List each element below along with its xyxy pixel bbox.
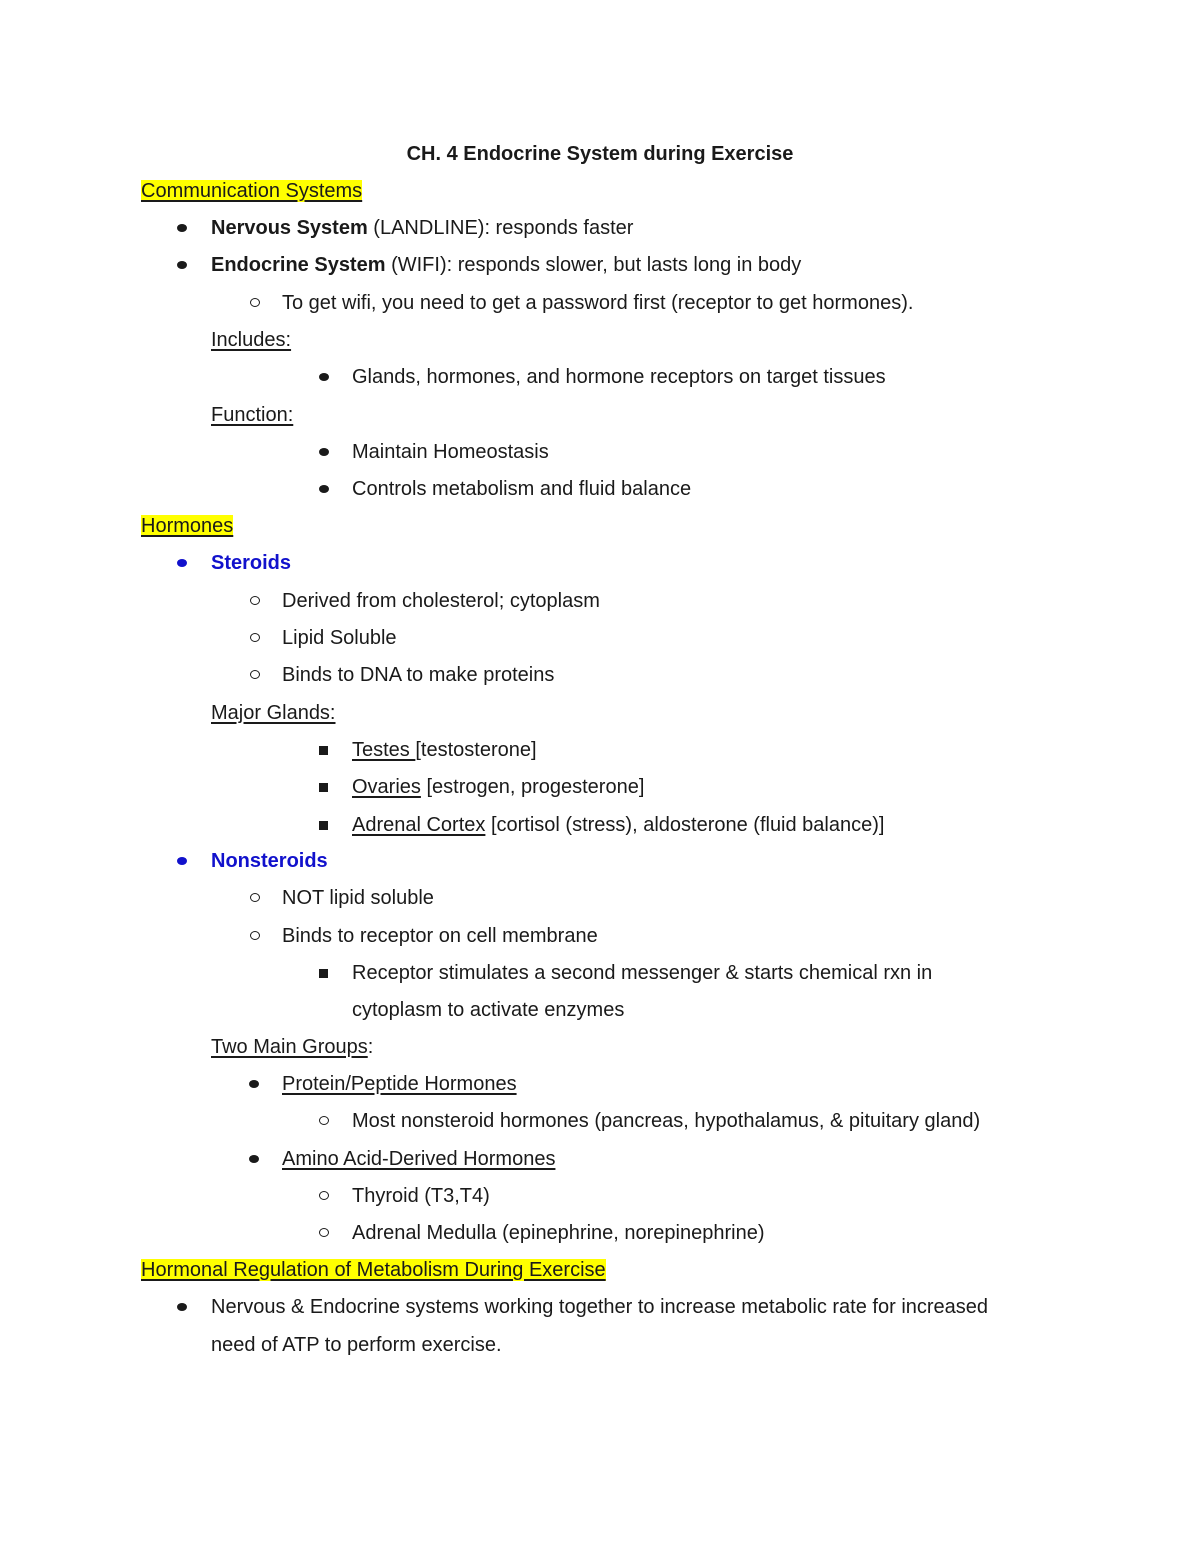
gland-name: Ovaries: [352, 776, 421, 798]
document-page: CH. 4 Endocrine System during Exercise Communication Systems Nervous System (LANDLINE): responds faster Endocrine System (WIFI): responds slower, but lasts long in body To get wifi, you need to get a password first (receptor to get hormones). Includes: Glands, hormones, and hormone receptors on target tissues Function: Maintain Homeostasis Controls metabolism and fluid balance Hormones Steroids Derived from cholesterol; cytoplasm Lipid Soluble Binds to DNA to make proteins Major Glands: Testes [testosterone] Ovaries [estrogen, progesterone] Adrenal Cortex [cortisol (stress), aldosterone (fluid balance)] Nonsteroids NOT lipid soluble Binds to receptor on cell membrane Receptor stimulates a second messenger & starts chemical rxn in cytoplasm to activate enzymes Two Main Groups: Protein/Peptide Hormones Most nonsteroid hormones (pancreas, hypothalamus, & pituitary gland) Amino Acid-Derived Hormones Thyroid (T3,T4) Adrenal Medulla (epinephrine, norepinephrine) Hormonal Regulation of Metabolism During Exercise Nervous & Endocrine systems working together to increase metabolic rate for increased need of ATP to perform exercise.: [0, 0, 1200, 1553]
amino-group: Amino Acid-Derived Hormones: [282, 1148, 556, 1170]
bullet-disc-icon: [249, 1080, 259, 1088]
bullet-circle-icon: [250, 893, 260, 902]
bullet-square-icon: [319, 746, 328, 755]
bullet-circle-icon: [250, 633, 260, 642]
bullet-circle-icon: [250, 596, 260, 605]
protein-group: Protein/Peptide Hormones: [282, 1073, 517, 1095]
bullet-circle-icon: [250, 670, 260, 679]
bullet-disc-icon: [319, 448, 329, 456]
bullet-disc-icon: [177, 857, 187, 865]
bullet-disc-icon: [319, 485, 329, 493]
bullet-disc-icon: [319, 373, 329, 381]
section-heading-regulation: Hormonal Regulation of Metabolism During Exercise: [141, 1259, 606, 1281]
section-heading-hormones: Hormones: [141, 515, 234, 537]
bullet-disc-icon: [177, 261, 187, 269]
endocrine-system-term: Endocrine System: [211, 254, 386, 276]
includes-label: Includes:: [211, 329, 292, 351]
bullet-disc-icon: [249, 1155, 259, 1163]
bullet-disc-icon: [177, 224, 187, 232]
page-title: CH. 4 Endocrine System during Exercise: [406, 143, 794, 165]
bullet-square-icon: [319, 783, 328, 792]
bullet-circle-icon: [319, 1116, 329, 1125]
two-main-groups-label: Two Main Groups: [211, 1036, 368, 1058]
bullet-disc-icon: [177, 559, 187, 567]
bullet-circle-icon: [319, 1228, 329, 1237]
nervous-system-term: Nervous System: [211, 217, 368, 239]
major-glands-label: Major Glands:: [211, 702, 336, 724]
bullet-circle-icon: [250, 298, 260, 307]
gland-name: Adrenal Cortex: [352, 814, 486, 836]
bullet-circle-icon: [250, 931, 260, 940]
bullet-circle-icon: [319, 1191, 329, 1200]
bullet-disc-icon: [177, 1303, 187, 1311]
nonsteroids-heading: Nonsteroids: [211, 850, 328, 872]
steroids-heading: Steroids: [211, 552, 292, 574]
bullet-square-icon: [319, 821, 328, 830]
section-heading-communication: Communication Systems: [141, 180, 363, 202]
function-label: Function:: [211, 404, 294, 426]
bullet-square-icon: [319, 969, 328, 978]
gland-name: Testes: [352, 739, 416, 761]
